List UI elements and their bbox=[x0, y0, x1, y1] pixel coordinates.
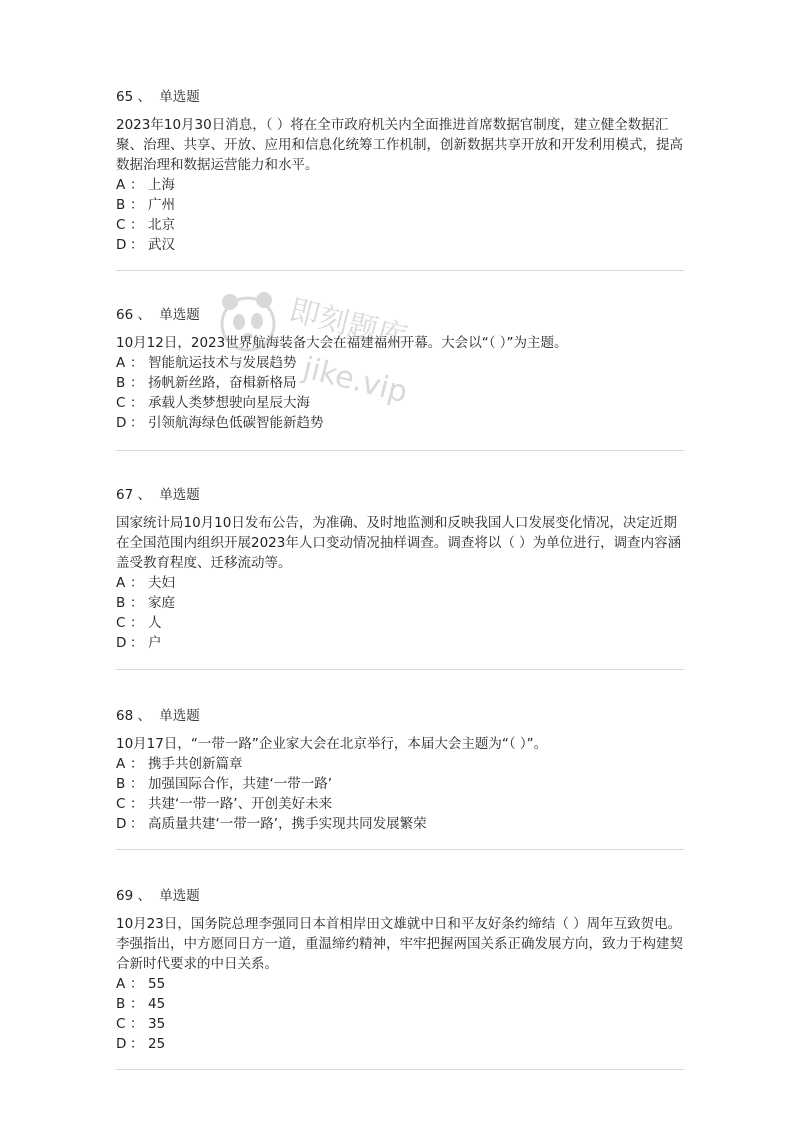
option-letter: C bbox=[116, 1016, 126, 1032]
option-colon: ： bbox=[130, 177, 144, 193]
question-type: 单选题 bbox=[159, 888, 200, 904]
question-stem: 2023年10月30日消息，（ ）将在全市政府机关内全面推进首席数据官制度，建立健全数据汇聚、治理、共享、开放、应用和信息化统筹工作机制，创新数据共享开放和开发利用模式，提高数据治理和数据运营能力和水平。 bbox=[116, 117, 683, 173]
option-text: 25 bbox=[148, 1036, 166, 1052]
option-colon: ： bbox=[130, 217, 144, 233]
option-letter: C bbox=[116, 615, 126, 631]
option-letter: A bbox=[116, 976, 126, 992]
option-b[interactable] bbox=[116, 373, 686, 393]
option-colon: ： bbox=[130, 756, 144, 772]
option-b[interactable] bbox=[116, 774, 686, 794]
question-stem: 国家统计局10月10日发布公告，为准确、及时地监测和反映我国人口发展变化情况，决定近期在全国范围内组织开展2023年人口变动情况抽样调查。调查将以（ ）为单位进行，调查内容涵盖受教育程度、迁移流动等。 bbox=[116, 515, 682, 571]
option-letter: B bbox=[116, 375, 126, 391]
question-header bbox=[116, 886, 686, 906]
option-colon: ： bbox=[130, 635, 144, 651]
option-a[interactable] bbox=[116, 353, 686, 373]
option-c[interactable] bbox=[116, 393, 686, 413]
option-text: 武汉 bbox=[148, 237, 175, 253]
question-divider bbox=[116, 1069, 684, 1070]
option-colon: ： bbox=[130, 395, 144, 411]
option-colon: ： bbox=[130, 197, 144, 213]
option-a[interactable] bbox=[116, 754, 686, 774]
option-letter: C bbox=[116, 796, 126, 812]
option-letter: A bbox=[116, 756, 126, 772]
question-68 bbox=[116, 706, 686, 834]
question-divider bbox=[116, 669, 684, 670]
option-d[interactable] bbox=[116, 235, 686, 255]
question-separator: 、 bbox=[137, 487, 151, 503]
option-text: 承载人类梦想驶向星辰大海 bbox=[148, 395, 310, 411]
option-letter: D bbox=[116, 237, 127, 253]
question-number: 65 bbox=[116, 89, 134, 105]
question-separator: 、 bbox=[137, 708, 151, 724]
option-colon: ： bbox=[130, 1016, 144, 1032]
option-letter: D bbox=[116, 816, 127, 832]
option-colon: ： bbox=[130, 996, 144, 1012]
option-text: 户 bbox=[148, 635, 162, 651]
option-letter: B bbox=[116, 595, 126, 611]
option-d[interactable] bbox=[116, 413, 686, 433]
option-letter: D bbox=[116, 415, 127, 431]
question-divider bbox=[116, 849, 684, 850]
option-letter: C bbox=[116, 217, 126, 233]
option-d[interactable] bbox=[116, 633, 686, 653]
option-text: 共建‘一带一路’、开创美好未来 bbox=[148, 796, 333, 812]
option-a[interactable] bbox=[116, 573, 686, 593]
option-text: 智能航运技术与发展趋势 bbox=[148, 355, 297, 371]
question-header bbox=[116, 87, 686, 107]
option-text: 引领航海绿色低碳智能新趋势 bbox=[148, 415, 324, 431]
question-separator: 、 bbox=[137, 89, 151, 105]
option-c[interactable] bbox=[116, 1014, 686, 1034]
question-67 bbox=[116, 485, 686, 653]
question-type: 单选题 bbox=[159, 487, 200, 503]
option-letter: A bbox=[116, 177, 126, 193]
option-colon: ： bbox=[130, 595, 144, 611]
question-header bbox=[116, 485, 686, 505]
option-colon: ： bbox=[130, 816, 144, 832]
option-letter: B bbox=[116, 776, 126, 792]
option-text: 45 bbox=[148, 996, 166, 1012]
option-colon: ： bbox=[130, 976, 144, 992]
option-text: 夫妇 bbox=[148, 575, 175, 591]
option-letter: B bbox=[116, 996, 126, 1012]
option-text: 人 bbox=[148, 615, 162, 631]
option-b[interactable] bbox=[116, 994, 686, 1014]
option-d[interactable] bbox=[116, 814, 686, 834]
question-69 bbox=[116, 886, 686, 1054]
option-text: 55 bbox=[148, 976, 166, 992]
question-66 bbox=[116, 305, 686, 433]
option-c[interactable] bbox=[116, 794, 686, 814]
option-letter: A bbox=[116, 355, 126, 371]
option-text: 扬帆新丝路，奋楫新格局 bbox=[148, 375, 297, 391]
question-separator: 、 bbox=[137, 888, 151, 904]
question-number: 66 bbox=[116, 307, 134, 323]
question-header bbox=[116, 706, 686, 726]
question-separator: 、 bbox=[137, 307, 151, 323]
option-letter: B bbox=[116, 197, 126, 213]
option-c[interactable] bbox=[116, 215, 686, 235]
option-colon: ： bbox=[130, 615, 144, 631]
option-text: 家庭 bbox=[148, 595, 175, 611]
question-number: 68 bbox=[116, 708, 134, 724]
option-colon: ： bbox=[130, 375, 144, 391]
question-65 bbox=[116, 87, 686, 255]
question-type: 单选题 bbox=[159, 708, 200, 724]
option-colon: ： bbox=[130, 776, 144, 792]
option-text: 高质量共建‘一带一路’，携手实现共同发展繁荣 bbox=[148, 816, 427, 832]
option-letter: A bbox=[116, 575, 126, 591]
option-a[interactable] bbox=[116, 175, 686, 195]
option-colon: ： bbox=[130, 355, 144, 371]
question-stem: 10月23日，国务院总理李强同日本首相岸田文雄就中日和平友好条约缔结（ ）周年互致贺电。李强指出，中方愿同日方一道，重温缔约精神，牢牢把握两国关系正确发展方向，致力于构建契合新时代要求的中日关系。 bbox=[116, 916, 683, 972]
question-type: 单选题 bbox=[159, 89, 200, 105]
option-colon: ： bbox=[130, 796, 144, 812]
option-letter: D bbox=[116, 635, 127, 651]
question-divider bbox=[116, 270, 684, 271]
option-b[interactable] bbox=[116, 593, 686, 613]
option-text: 加强国际合作，共建‘一带一路’ bbox=[148, 776, 333, 792]
option-text: 35 bbox=[148, 1016, 166, 1032]
option-letter: D bbox=[116, 1036, 127, 1052]
option-text: 携手共创新篇章 bbox=[148, 756, 243, 772]
option-colon: ： bbox=[130, 1036, 144, 1052]
option-letter: C bbox=[116, 395, 126, 411]
question-stem: 10月12日，2023世界航海装备大会在福建福州开幕。大会以“（ ）”为主题。 bbox=[116, 335, 568, 351]
option-text: 北京 bbox=[148, 217, 175, 233]
question-stem: 10月17日，“一带一路”企业家大会在北京举行，本届大会主题为“（ ）”。 bbox=[116, 736, 548, 752]
watermark-text-en: jike.vip bbox=[299, 350, 411, 411]
watermark-text-cn: 即刻题库 bbox=[285, 293, 411, 357]
option-c[interactable] bbox=[116, 613, 686, 633]
question-divider bbox=[116, 450, 684, 451]
question-header bbox=[116, 305, 686, 325]
option-colon: ： bbox=[130, 415, 144, 431]
option-d[interactable] bbox=[116, 1034, 686, 1054]
question-number: 69 bbox=[116, 888, 134, 904]
option-a[interactable] bbox=[116, 974, 686, 994]
question-number: 67 bbox=[116, 487, 134, 503]
option-colon: ： bbox=[130, 237, 144, 253]
option-colon: ： bbox=[130, 575, 144, 591]
option-b[interactable] bbox=[116, 195, 686, 215]
option-text: 上海 bbox=[148, 177, 175, 193]
option-text: 广州 bbox=[148, 197, 175, 213]
question-type: 单选题 bbox=[159, 307, 200, 323]
